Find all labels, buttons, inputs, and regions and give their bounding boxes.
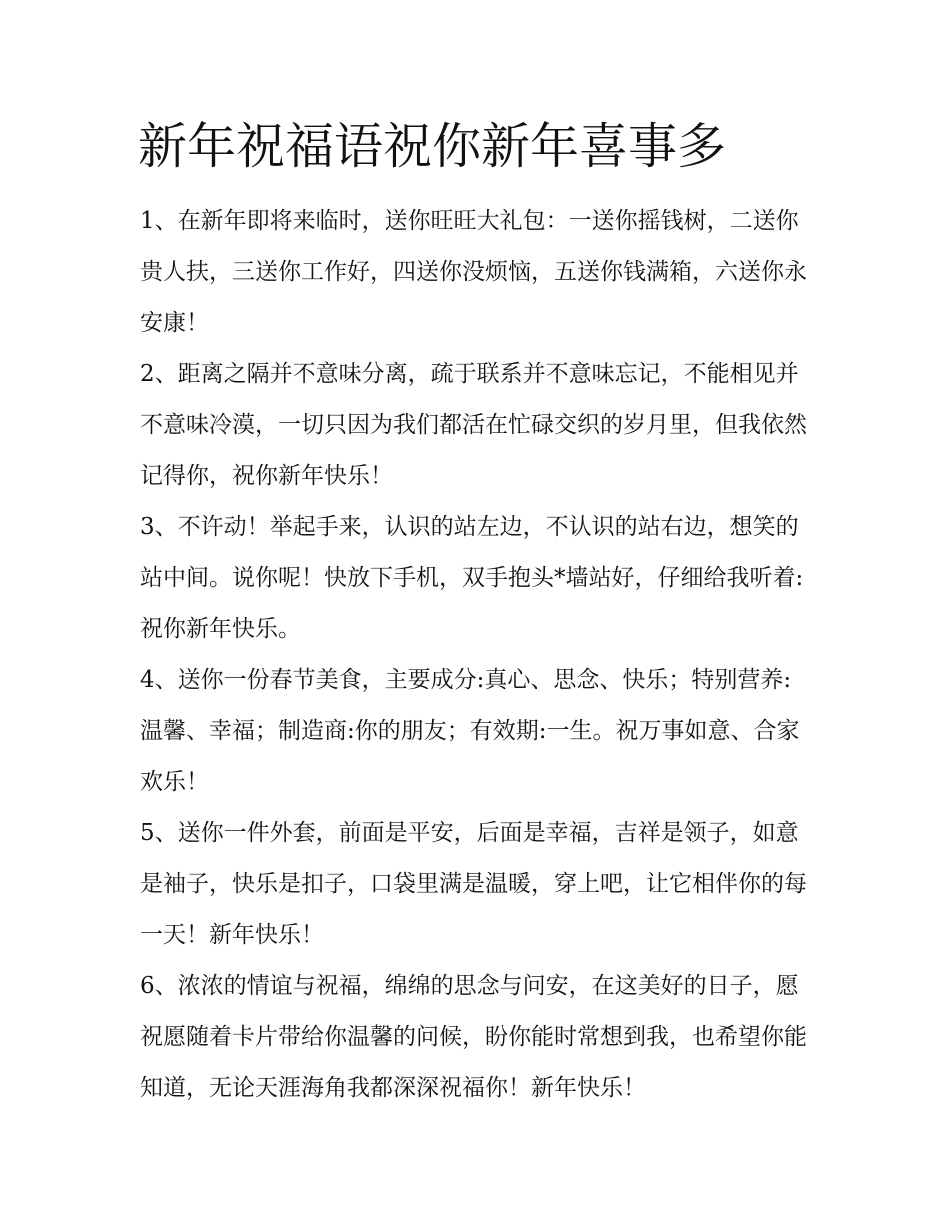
- document-body: [140, 196, 814, 1114]
- paragraph-4: 4、送你一份春节美食，主要成分:真心、思念、快乐；特别营养:温馨、幸福；制造商:你的朋友；有效期:一生。祝万事如意、合家欢乐！: [140, 667, 800, 795]
- page-title: 新年祝福语祝你新年喜事多: [138, 118, 727, 175]
- paragraph-6: 6、浓浓的情谊与祝福，绵绵的思念与问安，在这美好的日子，愿祝愿随着卡片带给你温馨的问候，盼你能时常想到我，也希望你能知道，无论天涯海角我都深深祝福你！新年快乐！: [140, 973, 807, 1101]
- paragraph-2: 2、距离之隔并不意味分离，疏于联系并不意味忘记，不能相见并不意味冷漠，一切只因为我们都活在忙碌交织的岁月里，但我依然记得你，祝你新年快乐！: [140, 361, 807, 489]
- paragraph-5: 5、送你一件外套，前面是平安，后面是幸福，吉祥是领子，如意是袖子，快乐是扣子，口袋里满是温暖，穿上吧，让它相伴你的每一天！新年快乐！: [140, 820, 807, 948]
- paragraph-3: 3、不许动！举起手来，认识的站左边，不认识的站右边，想笑的站中间。说你呢！快放下手机，双手抱头*墙站好，仔细给我听着:祝你新年快乐。: [140, 514, 804, 642]
- paragraph-1: 1、在新年即将来临时，送你旺旺大礼包：一送你摇钱树，二送你贵人扶，三送你工作好，四送你没烦恼，五送你钱满箱，六送你永安康！: [140, 208, 807, 336]
